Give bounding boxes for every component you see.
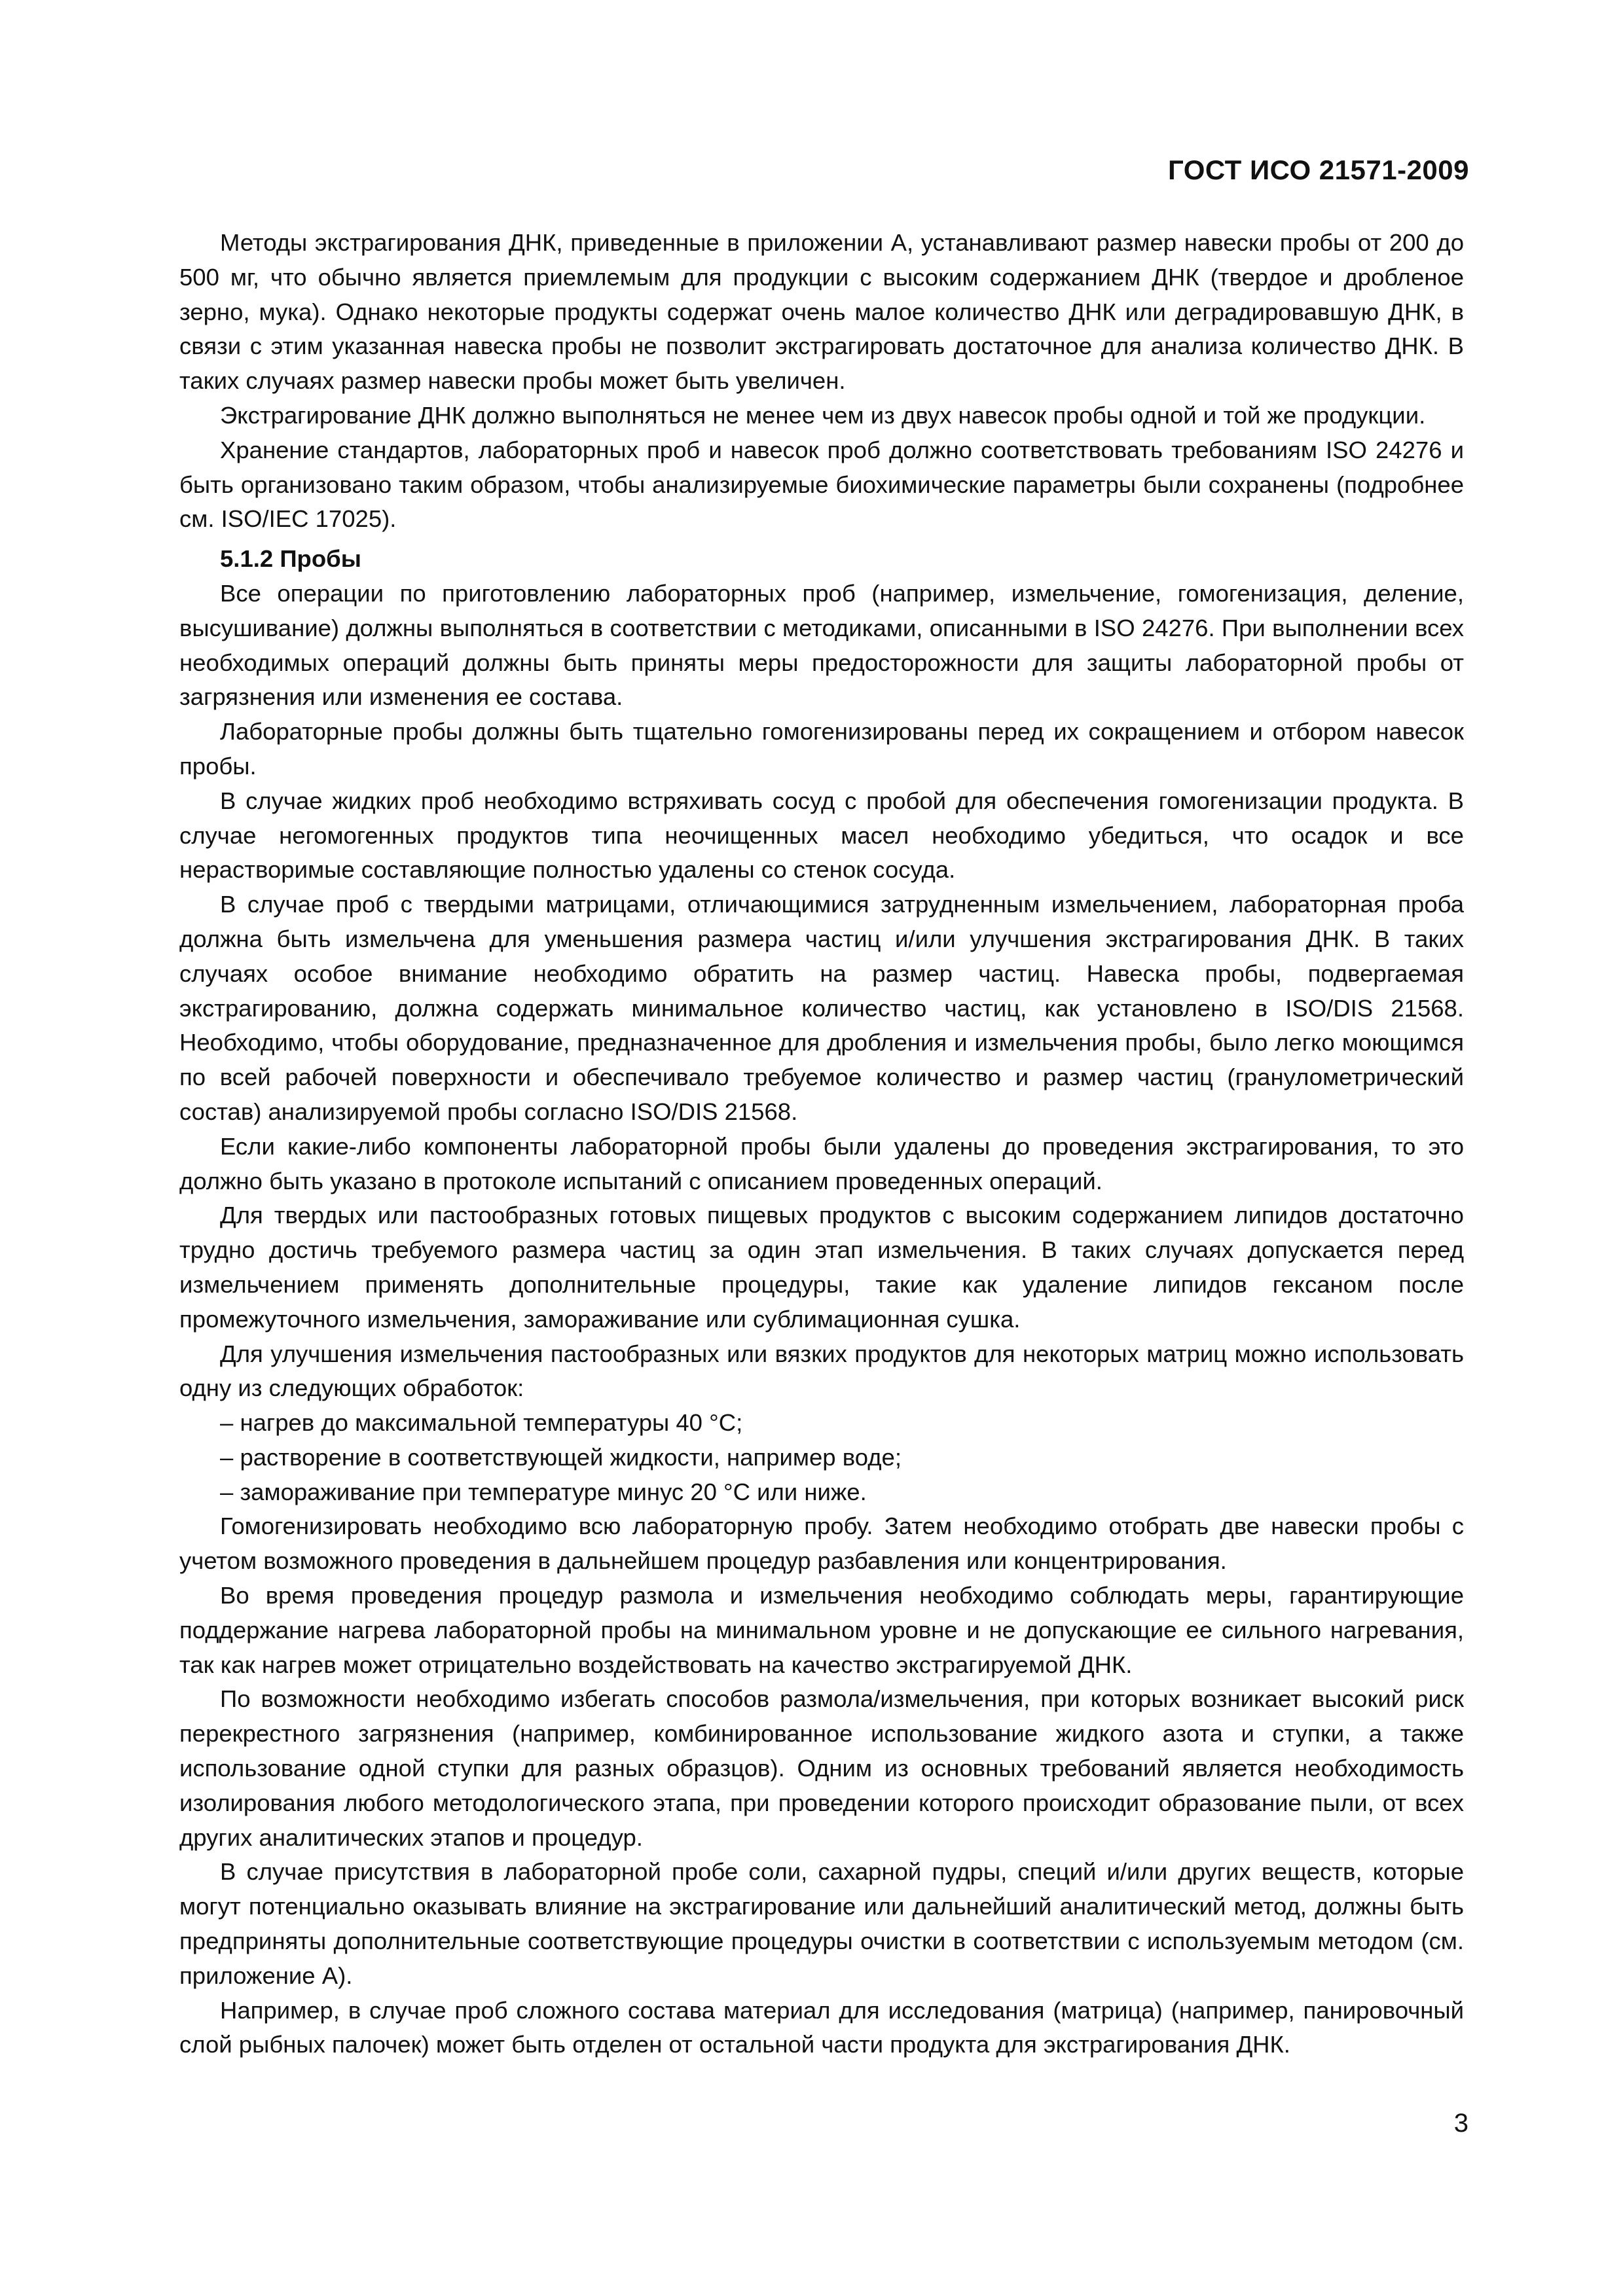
paragraph: Хранение стандартов, лабораторных проб и навесок проб должно соответствовать требованиям ISO 24276 и быть организовано таким образом, чтобы анализируемые биохимические параметры были сохранены (подробнее см. ISO/IEC 17025). [179, 436, 1464, 533]
paragraph: В случае присутствия в лабораторной пробе соли, сахарной пудры, специй и/или других веществ, которые могут потенциально оказывать влияние на экстрагирование или дальнейший аналитический метод, должны быть предприняты дополнительные соответствующие процедуры очистки в соответствии с используемым методом (см. приложение А). [179, 1858, 1464, 1989]
section-heading: 5.1.2 Пробы [220, 545, 361, 573]
paragraph: Если какие-либо компоненты лабораторной пробы были удалены до проведения экстрагирования, то это должно быть указано в протоколе испытаний с описанием проведенных операций. [179, 1132, 1464, 1194]
paragraph: Во время проведения процедур размола и измельчения необходимо соблюдать меры, гарантирующие поддержание нагрева лабораторной пробы на минимальном уровне и не допускающие ее сильного нагревания, так как нагрев может отрицательно воздействовать на качество экстрагируемой ДНК. [179, 1582, 1464, 1678]
paragraph: По возможности необходимо избегать способов размола/измельчения, при которых возникает высокий риск перекрестного загрязнения (например, комбинированное использование жидкого азота и ступки, а также использование одной ступки для разных образцов). Одним из основных требований является необходимость изолирования любого методологического этапа, при проведении которого происходит образование пыли, от всех других аналитических этапов и процедур. [179, 1685, 1464, 1851]
paragraph: Экстрагирование ДНК должно выполняться не менее чем из двух навесок пробы одной и той же продукции. [220, 401, 1426, 429]
paragraph: В случае жидких проб необходимо встряхивать сосуд с пробой для обеспечения гомогенизации продукта. В случае негомогенных продуктов типа неочищенных масел необходимо убедиться, что осадок и все нерастворимые составляющие полностью удалены со стенок сосуда. [179, 787, 1464, 884]
paragraph: Лабораторные пробы должны быть тщательно гомогенизированы перед их сокращением и отбором навесок пробы. [179, 718, 1464, 780]
paragraph: В случае проб с твердыми матрицами, отличающимися затрудненным измельчением, лабораторная проба должна быть измельчена для уменьшения размера частиц и/или улучшения экстрагирования ДНК. В таких случаях особое внимание необходимо обратить на размер частиц. Навеска пробы, подвергаемая экстрагированию, должна содержать минимальное количество частиц, как установлено в ISO/DIS 21568. Необходимо, чтобы оборудование, предназначенное для дробления и измельчения пробы, было легко моющимся по всей рабочей поверхности и обеспечивало требуемое количество и размер частиц (гранулометрический состав) анализируемой пробы согласно ISO/DIS 21568. [179, 891, 1464, 1125]
list-item: – замораживание при температуре минус 20 °С или ниже. [220, 1478, 867, 1505]
page-number: 3 [1453, 2109, 1468, 2138]
document-body [179, 226, 1464, 2062]
paragraph: Например, в случае проб сложного состава материал для исследования (матрица) (например, панировочный слой рыбных палочек) может быть отделен от остальной части продукта для экстрагирования ДНК. [179, 1996, 1464, 2058]
paragraph: Все операции по приготовлению лабораторных проб (например, измельчение, гомогенизация, деление, высушивание) должны выполняться в соответствии с методиками, описанными в ISO 24276. При выполнении всех необходимых операций должны быть приняты меры предосторожности для защиты лабораторной пробы от загрязнения или изменения ее состава. [179, 579, 1464, 711]
paragraph: Для улучшения измельчения пастообразных или вязких продуктов для некоторых матриц можно использовать одну из следующих обработок: [179, 1340, 1464, 1402]
list-item: – нагрев до максимальной температуры 40 °С; [220, 1409, 743, 1437]
paragraph: Для твердых или пастообразных готовых пищевых продуктов с высоким содержанием липидов достаточно трудно достичь требуемого размера частиц за один этап измельчения. В таких случаях допускается перед измельчением применять дополнительные процедуры, такие как удаление липидов гексаном после промежуточного измельчения, замораживание или сублимационная сушка. [179, 1202, 1464, 1333]
list-item: – растворение в соответствующей жидкости, например воде; [220, 1443, 902, 1471]
document-header: ГОСТ ИСО 21571-2009 [1167, 154, 1469, 185]
paragraph: Гомогенизировать необходимо всю лабораторную пробу. Затем необходимо отобрать две навески пробы с учетом возможного проведения в дальнейшем процедур разбавления или концентрирования. [179, 1513, 1464, 1575]
paragraph: Методы экстрагирования ДНК, приведенные в приложении А, устанавливают размер навески пробы от 200 до 500 мг, что обычно является приемлемым для продукции с высоким содержанием ДНК (твердое и дробленое зерно, мука). Однако некоторые продукты содержат очень малое количество ДНК или деградировавшую ДНК, в связи с этим указанная навеска пробы не позволит экстрагировать достаточное для анализа количество ДНК. В таких случаях размер навески пробы может быть увеличен. [179, 229, 1464, 395]
